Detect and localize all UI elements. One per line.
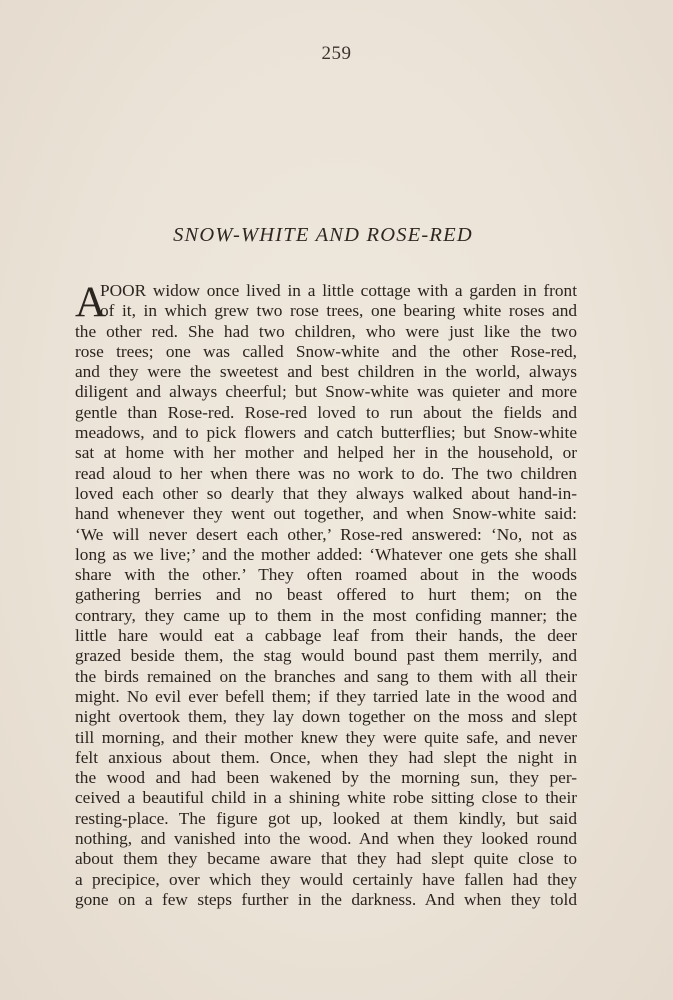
text-line: sat at home with her mother and helped her in the household, or	[75, 443, 577, 463]
text-line: and they were the sweetest and best children in the world, always	[75, 362, 577, 382]
text-line: the other red. She had two children, who were just like the two	[75, 321, 577, 341]
text-line: contrary, they came up to them in the most confiding manner; the	[75, 605, 577, 625]
text-line: the wood and had been wakened by the morning sun, they per-	[75, 768, 577, 788]
text-line: nothing, and vanished into the wood. And when they looked round	[75, 829, 577, 849]
text-line: rose trees; one was called Snow-white and the other Rose-red,	[75, 341, 577, 361]
text-line: grazed beside them, the stag would bound past them merrily, and	[75, 646, 577, 666]
text-line: till morning, and their mother knew they were quite safe, and never	[75, 727, 577, 747]
text-line: hand whenever they went out together, and when Snow-white said:	[75, 504, 577, 524]
page-number: 259	[321, 43, 352, 64]
text-line: ‘We will never desert each other,’ Rose-red answered: ‘No, not as	[75, 524, 577, 544]
text-line: gentle than Rose-red. Rose-red loved to run about the fields and	[75, 402, 577, 422]
text-line: loved each other so dearly that they always walked about hand-in-	[75, 483, 577, 503]
story-text	[75, 281, 577, 910]
chapter-title: SNOW-WHITE AND ROSE-RED	[173, 224, 473, 246]
text-line: about them they became aware that they had slept quite close to	[75, 849, 577, 869]
text-line: night overtook them, they lay down together on the moss and slept	[75, 707, 577, 727]
text-line: resting-place. The figure got up, looked at them kindly, but said	[75, 808, 577, 828]
text-line: POOR widow once lived in a little cottage with a garden in front	[100, 281, 577, 300]
text-line: gathering berries and no beast offered to hurt them; on the	[75, 585, 577, 605]
text-line: gone on a few steps further in the darkness. And when they told	[75, 889, 577, 909]
text-line: long as we live;’ and the mother added: ‘Whatever one gets she shall	[75, 544, 577, 564]
text-line: meadows, and to pick flowers and catch butterflies; but Snow-white	[75, 423, 577, 443]
drop-cap: A	[75, 279, 107, 326]
text-line: share with the other.’ They often roamed about in the woods	[75, 565, 577, 585]
text-line: might. No evil ever befell them; if they tarried late in the wood and	[75, 686, 577, 706]
text-line: diligent and always cheerful; but Snow-white was quieter and more	[75, 382, 577, 402]
text-line: a precipice, over which they would certainly have fallen had they	[75, 869, 577, 889]
text-line: of it, in which grew two rose trees, one bearing white roses and	[100, 301, 577, 321]
text-line: ceived a beautiful child in a shining white robe sitting close to their	[75, 788, 577, 808]
text-line: the birds remained on the branches and sang to them with all their	[75, 666, 577, 686]
text-line: read aloud to her when there was no work to do. The two children	[75, 463, 577, 483]
text-line: little hare would eat a cabbage leaf from their hands, the deer	[75, 626, 577, 646]
text-line: felt anxious about them. Once, when they had slept the night in	[75, 747, 577, 767]
